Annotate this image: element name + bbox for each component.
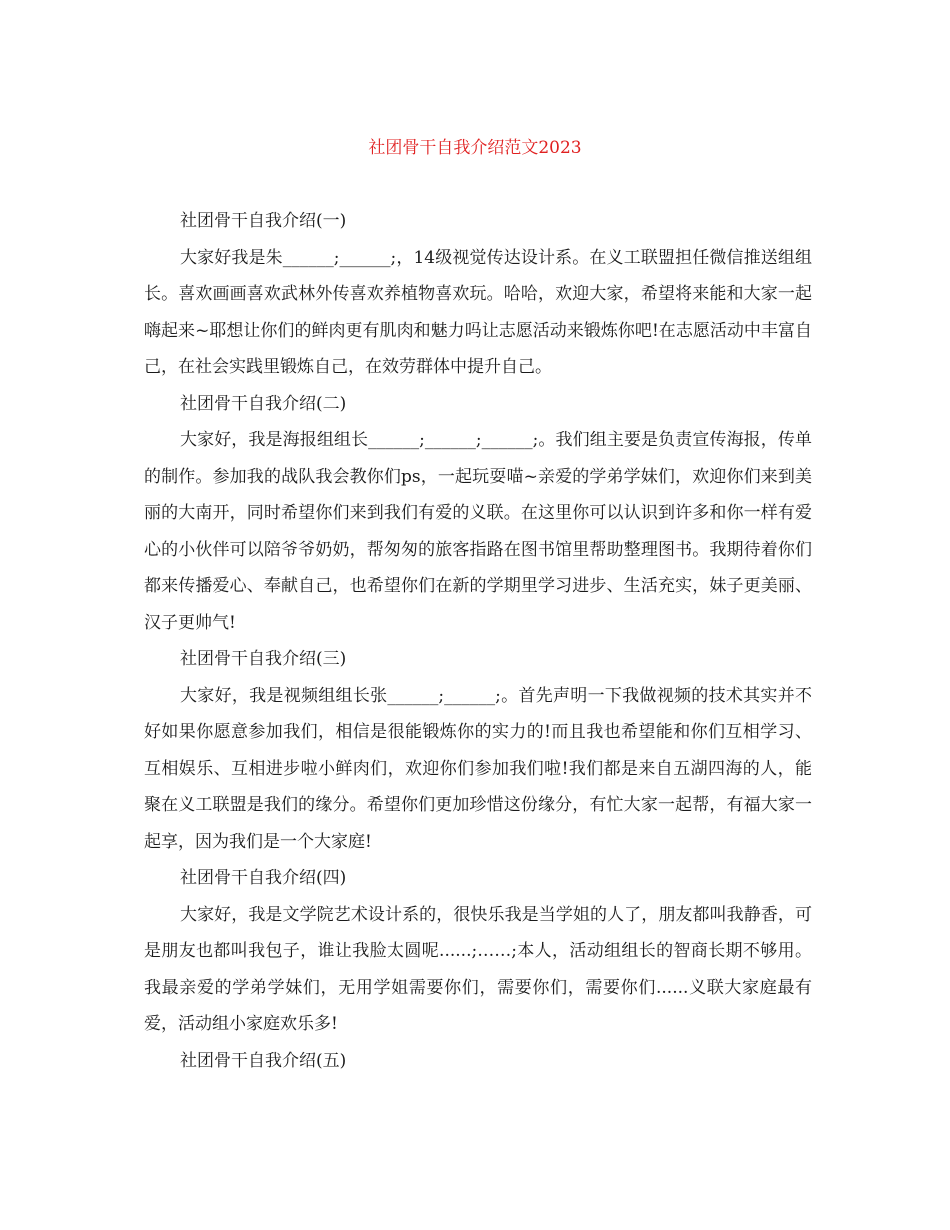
section-heading: 社团骨干自我介绍(四) xyxy=(180,868,347,888)
section-heading: 社团骨干自我介绍(一) xyxy=(180,211,347,231)
section-paragraph: 大家好，我是文学院艺术设计系的，很快乐我是当学姐的人了，朋友都叫我静香，可是朋友也都叫我包子，谁让我脸太圆呢......;……;本人，活动组组长的智商长期不够用。我最亲爱的学弟学妹们，无用学姐需要你们，需要你们，需要你们......义联大家庭最有爱，活动组小家庭欢乐多! xyxy=(144,904,812,1034)
document-body xyxy=(144,203,812,1079)
section-paragraph: 大家好，我是海报组组长______;______;______;。我们组主要是负责宣传海报，传单的制作。参加我的战队我会教你们ps，一起玩耍喵~亲爱的学弟学妹们，欢迎你们来到美丽的大南开，同时希望你们来到我们有爱的义联。在这里你可以认识到许多和你一样有爱心的小伙伴可以陪爷爷奶奶，帮匆匆的旅客指路在图书馆里帮助整理图书。我期待着你们都来传播爱心、奉献自己，也希望你们在新的学期里学习进步、生活充实，妹子更美丽、汉子更帅气! xyxy=(144,430,812,633)
section-heading: 社团骨干自我介绍(三) xyxy=(180,649,347,669)
section-heading: 社团骨干自我介绍(五) xyxy=(180,1050,347,1071)
section-paragraph: 大家好我是朱______;______;，14级视觉传达设计系。在义工联盟担任微信推送组组长。喜欢画画喜欢武林外传喜欢养植物喜欢玩。哈哈，欢迎大家，希望将来能和大家一起嗨起来~耶想让你们的鲜肉更有肌肉和魅力吗让志愿活动来锻炼你吧!在志愿活动中丰富自己，在社会实践里锻炼自己，在效劳群体中提升自己。 xyxy=(144,247,812,377)
section-heading: 社团骨干自我介绍(二) xyxy=(180,393,347,414)
section-paragraph: 大家好，我是视频组组长张______;______;。首先声明一下我做视频的技术其实并不好如果你愿意参加我们，相信是很能锻炼你的实力的!而且我也希望能和你们互相学习、互相娱乐、互相进步啦小鲜肉们，欢迎你们参加我们啦!我们都是来自五湖四海的人，能聚在义工联盟是我们的缘分。希望你们更加珍惜这份缘分，有忙大家一起帮，有福大家一起享，因为我们是一个大家庭! xyxy=(144,685,812,852)
document-title: 社团骨干自我介绍范文2023 xyxy=(368,138,582,158)
